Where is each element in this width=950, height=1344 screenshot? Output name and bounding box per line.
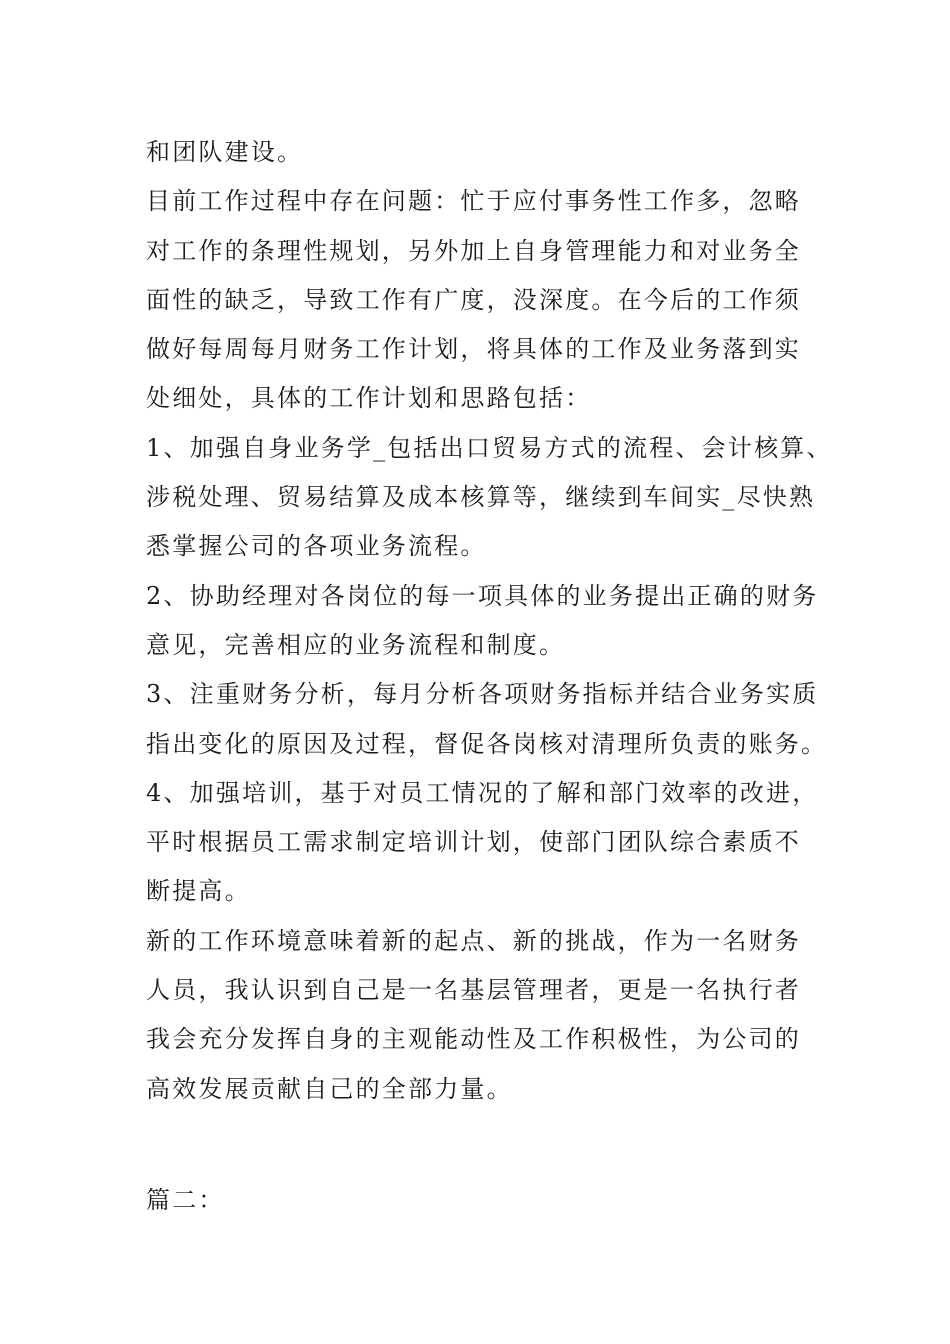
text-line: 3、注重财务分析，每月分析各项财务指标并结合业务实质 (146, 680, 819, 709)
text-line: 意见，完善相应的业务流程和制度。 (146, 630, 566, 659)
text-line: 面性的缺乏，导致工作有广度，没深度。在今后的工作须 (146, 285, 801, 314)
section-heading: 篇二： (146, 1186, 225, 1214)
body-text (146, 128, 836, 1114)
text-line: 指出变化的原因及过程，督促各岗核对清理所负责的账务。 (146, 729, 828, 758)
text-line: 和团队建设。 (146, 138, 304, 166)
text-line: 目前工作过程中存在问题：忙于应付事务性工作多，忽略 (146, 187, 801, 216)
text-line: 高效发展贡献自己的全部力量。 (146, 1074, 513, 1103)
text-line: 4、加强培训，基于对员工情况的了解和部门效率的改进， (146, 778, 819, 807)
text-line: 1、加强自身业务学_包括出口贸易方式的流程、会计核算、 (146, 433, 833, 462)
text-line: 2、协助经理对各岗位的每一项具体的业务提出正确的财务 (146, 581, 819, 610)
text-line: 做好每周每月财务工作计划，将具体的工作及业务落到实 (146, 335, 801, 364)
text-line: 我会充分发挥自身的主观能动性及工作积极性，为公司的 (146, 1025, 801, 1054)
text-line: 处细处，具体的工作计划和思路包括： (146, 384, 592, 413)
text-line: 平时根据员工需求制定培训计划，使部门团队综合素质不 (146, 828, 801, 857)
text-line: 悉掌握公司的各项业务流程。 (146, 532, 487, 561)
text-line: 对工作的条理性规划，另外加上自身管理能力和对业务全 (146, 236, 801, 265)
text-line: 涉税处理、贸易结算及成本核算等，继续到车间实_尽快熟 (146, 483, 816, 512)
text-line: 人员，我认识到自己是一名基层管理者，更是一名执行者 (146, 976, 801, 1005)
text-line: 新的工作环境意味着新的起点、新的挑战，作为一名财务 (146, 926, 801, 955)
text-line: 断提高。 (146, 877, 251, 906)
